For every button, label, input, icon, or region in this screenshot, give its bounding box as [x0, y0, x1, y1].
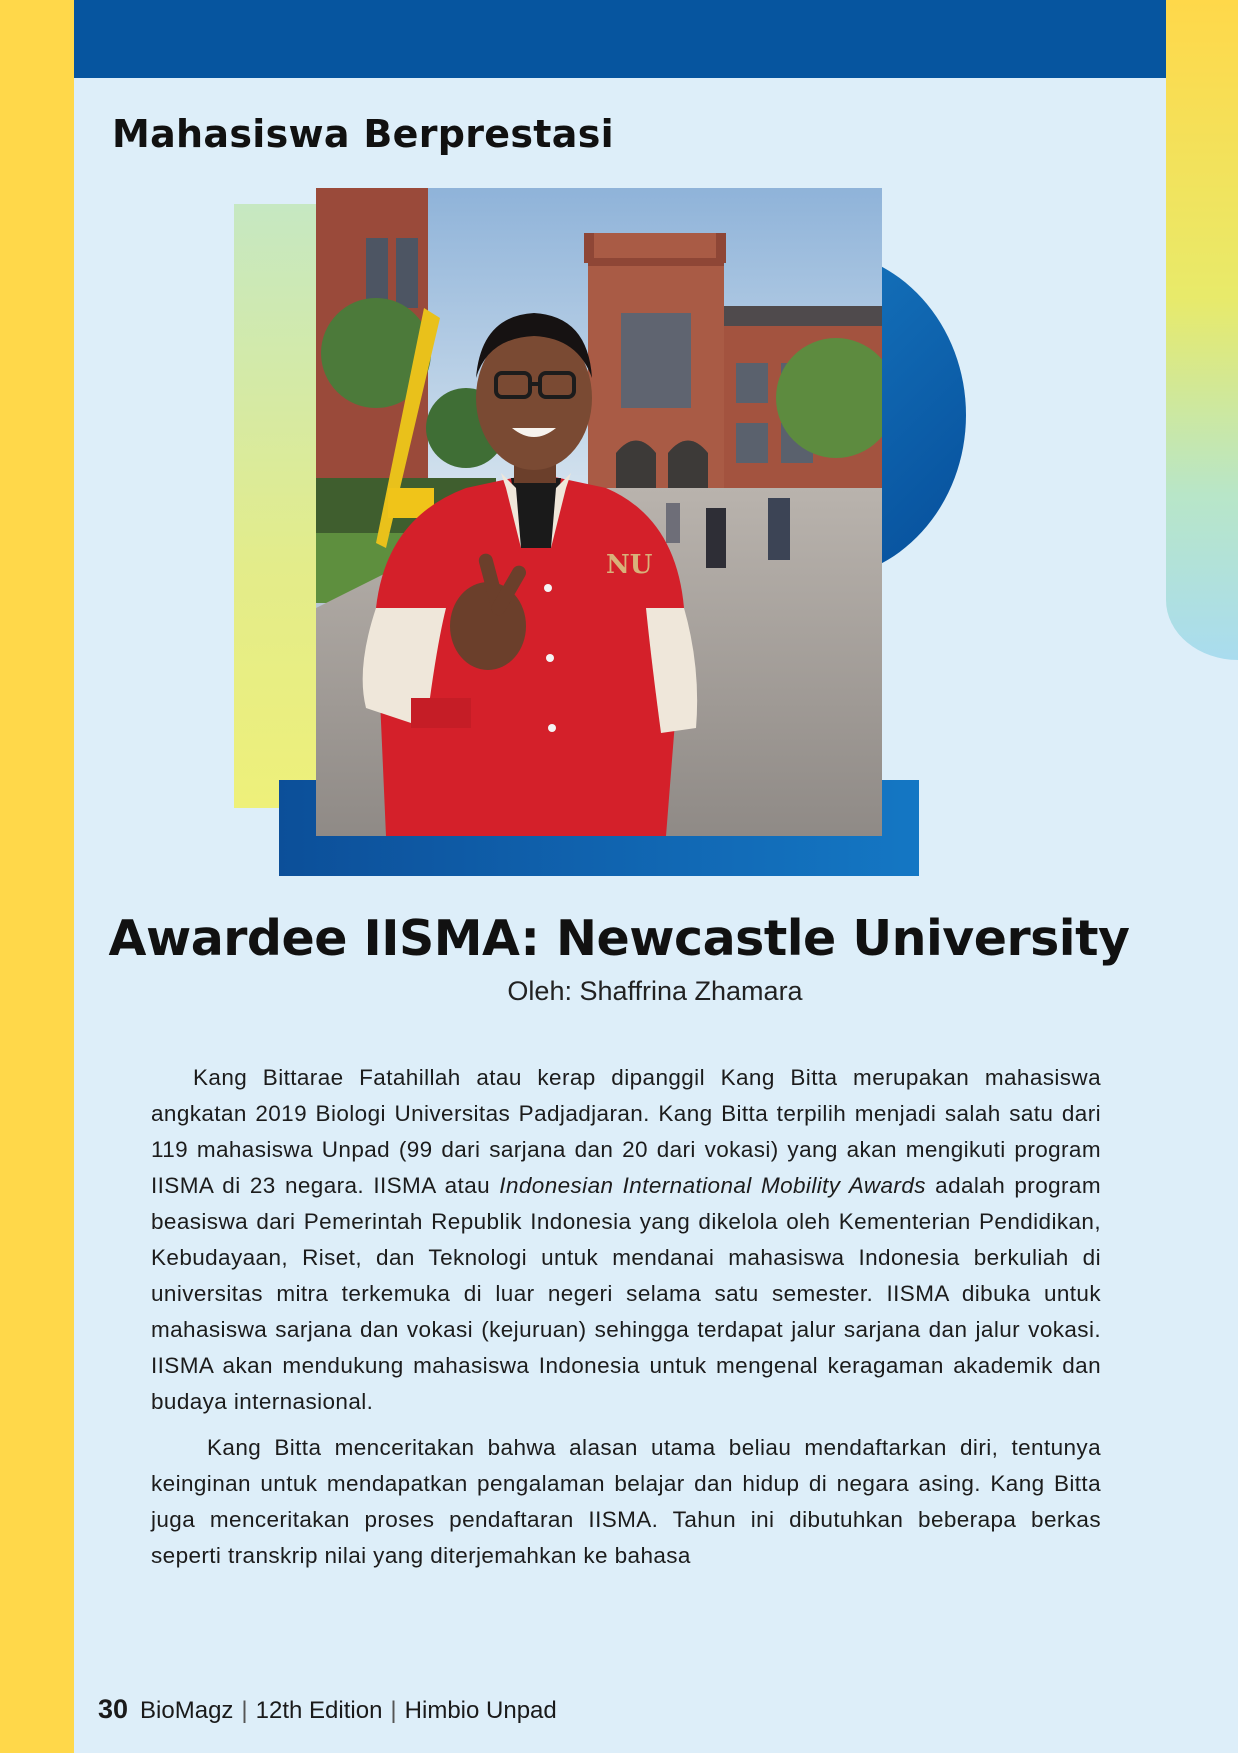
footer-separator: | — [390, 1697, 397, 1724]
page-number: 30 — [98, 1694, 129, 1724]
article-body — [151, 1060, 1101, 1574]
magazine-name: BioMagz — [140, 1697, 234, 1724]
right-gradient-accent — [1166, 0, 1238, 660]
student-photo — [316, 188, 882, 836]
photo-illustration — [316, 188, 882, 836]
paragraph-1-emphasis: Indonesian International Mobility Awards — [499, 1173, 926, 1198]
paragraph-1-part-a: Kang Bittarae Fatahillah atau kerap dipanggil Kang Bitta merupakan mahasiswa angkatan 2019 Biologi Universitas Padjadjaran. Kang Bitta terpilih menjadi salah satu dari 119 mahasiswa Unpad (99 dari sarjana dan 20 dari vokasi) yang akan mengikuti program IISMA di 23 negara. IISMA atau — [151, 1065, 1101, 1198]
left-yellow-stripe — [0, 0, 74, 1753]
article-title: Awardee IISMA: Newcastle University — [108, 910, 1130, 967]
header-bar — [74, 0, 1166, 78]
paragraph-1-part-b: adalah program beasiswa dari Pemerintah Republik Indonesia yang dikelola oleh Kementerian Pendidikan, Kebudayaan, Riset, dan Teknologi untuk mendanai mahasiswa Indonesia berkuliah di universitas mitra terkemuka di luar negeri selama satu semester. IISMA dibuka untuk mahasiswa sarjana dan vokasi (kejuruan) sehingga terdapat jalur sarjana dan jalur vokasi. IISMA akan mendukung mahasiswa Indonesia untuk mengenal keragaman akademik dan budaya internasional. — [151, 1173, 1101, 1414]
article-byline: Oleh: Shaffrina Zhamara — [507, 976, 803, 1006]
edition-label: 12th Edition — [255, 1697, 383, 1724]
paragraph-2: Kang Bitta menceritakan bahwa alasan utama beliau mendaftarkan diri, tentunya keinginan untuk mendapatkan pengalaman belajar dan hidup di negara asing. Kang Bitta juga menceritakan proses pendaftaran IISMA. Tahun ini dibutuhkan beberapa berkas seperti transkrip nilai yang diterjemahkan ke bahasa — [151, 1435, 1101, 1568]
svg-text:NU: NU — [606, 550, 653, 580]
page-footer — [98, 1694, 557, 1725]
section-title: Mahasiswa Berprestasi — [112, 112, 614, 156]
paragraph-1 — [151, 1060, 1101, 1420]
footer-separator: | — [241, 1697, 248, 1724]
publisher-name: Himbio Unpad — [404, 1697, 557, 1724]
decor-green-panel — [234, 204, 324, 808]
